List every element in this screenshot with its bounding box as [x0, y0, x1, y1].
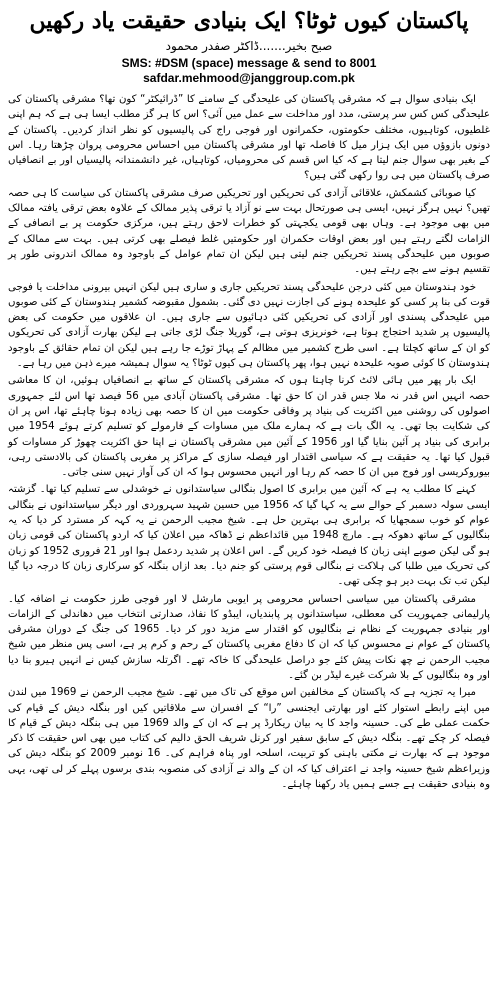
article-title: پاکستان کیوں ٹوٹا؟ ایک بنیادی حقیقت یاد رکھیں	[29, 8, 469, 34]
column-header	[0, 0, 498, 86]
sms-line: SMS: #DSM (space) message & send to 8001	[121, 56, 377, 70]
article-paragraph: کہنے کا مطلب یہ ہے کہ آئین میں برابری کا اصول بنگالی سیاستدانوں نے خوشدلی سے تسلیم کیا تھا۔ گزشتہ ایسی سولہ دسمبر کے حوالے سے یہ کہا گیا کہ 1956 میں حسین شہید سہروردی اور دیگر سیاستدانوں نے بنگالی عوام کو خوب سمجھایا کہ برابری ہی بہترین حل ہے۔ شیخ مجیب الرحمن نے یہ کہہ کر مسترد کر دیا کہ یہ بنگالیوں کے ساتھ دھوکہ ہے۔ مارچ 1948 میں قائداعظم نے ڈھاکہ میں اعلان کیا کہ اردو پاکستان کی قومی زبان ہو گی لیکن صوبے اپنی زبان کا فیصلہ خود کریں گے۔ اس اعلان پر شدید ردعمل ہوا اور 21 فروری 1952 کو زبان کی تحریک میں طلبا کی ہلاکت نے بنگالی قوم پرستی کو جنم دیا۔ بعد ازاں بنگلہ کو سرکاری زبان کا درجہ دیا گیا لیکن تب تک بہت دیر ہو چکی تھی۔	[8, 484, 490, 588]
article-paragraph: کیا صوبائی کشمکش، علاقائی آزادی کی تحریکیں اور تحریکیں صرف مشرقی پاکستان کی سیاست کا ہی حصہ تھیں؟ نہیں ہرگز نہیں، ایسی ہی صورتحال بہت سے نو آزاد یا ترقی پذیر ممالک کے علاوہ بعض ترقی یافتہ ممالک میں بھی موجود ہے۔ وہاں بھی قومی یکجہتی کو خطرات لاحق رہتے ہیں، مرکزی حکومت پر بے انصافی کے الزامات لگتے رہتے ہیں اور بعض اوقات حکمران اور حکومتیں غلط فیصلے بھی کرتی ہیں۔ بہت سے ممالک کے صوبوں میں علیحدگی پسند تحریکیں جنم لیتی ہیں لیکن ان تمام عوامل کے باوجود وہ ممالک اندرونی طور پر تقسیم ہونے سے بچے رہتے ہیں۔	[8, 187, 490, 276]
article-paragraph: ایک بنیادی سوال ہے کہ مشرقی پاکستان کی علیحدگی کے سامنے کا ”ڈرائیکٹر“ کون تھا؟ مشرقی پاکستان کی علیحدگی کس کس سر پرستی، مدد اور مداخلت سے عمل میں آئی؟ اس کا ہر گز مطلب ایسا ہی ہے کہ ہم اپنی غلطیوں، کوتاہیوں، مختلف حکومتوں، حکمرانوں اور فوجی راج کی پالیسیوں کو نظر انداز کردیں۔ پاکستان کے دونوں بازوؤں میں ایک ہزار میل کا فاصلہ تھا اور مشرقی پاکستان میں احساس محرومی پروان چڑھتا رہا۔ اس کے بغیر بھی سوال جنم لیتا ہے کہ کیا اس قسم کی محرومیاں، کوتاہیاں، غیر دانشمندانہ پالیسیاں اور بے انصافیاں صرف پاکستان میں ہی روا رکھی گئی ہیں؟	[8, 94, 490, 182]
article-paragraph: میرا یہ تجزیہ ہے کہ پاکستان کے مخالفین اس موقع کی تاک میں تھے۔ شیخ مجیب الرحمن نے 1969 میں لندن میں اپنے رابطے استوار کئے اور بھارتی ایجنسی ”را“ کے افسران سے ملاقاتیں کیں اور بنگلہ دیش کے قیام کی حکمت عملی طے کی۔ حسینہ واجد کا یہ بیان ریکارڈ پر ہے کہ ان کے والد 1969 میں ہی بنگلہ دیش کے قیام کا فیصلہ کر چکے تھے۔ بنگلہ دیش کے سابق سفیر اور کرنل شریف الحق دالیم کی کتاب میں بھی اس حقیقت کا ذکر موجود ہے کہ بھارت نے مکتی باہنی کو تربیت، اسلحہ اور پناہ فراہم کی۔ 16 نومبر 2009 کو بنگلہ دیش کی وزیراعظم شیخ حسینہ واجد نے اعتراف کیا کہ ان کے والد نے آزادی کی منصوبہ بندی برسوں پہلے کر لی تھی، یہی وہ بنیادی حقیقت ہے جسے ہمیں یاد رکھنا چاہئے۔	[8, 687, 490, 791]
article-body	[0, 92, 498, 792]
article-paragraph: مشرقی پاکستان میں سیاسی احساس محرومی پر ایوبی مارشل لا اور فوجی طرز حکومت نے اضافہ کیا۔ پارلیمانی جمہوریت کی معطلی، سیاستدانوں پر پابندیاں، ایبڈو کا نفاذ، صدارتی انتخاب میں دھاندلی کے الزامات اور بنیادی جمہوریت کے نظام نے بنگالیوں کو اقتدار سے مزید دور کر دیا۔ 1965 کی جنگ کے دوران مشرقی پاکستان کے عوام نے محسوس کیا کہ ان کا دفاع مغربی پاکستان کے رحم و کرم پر ہے، اسی پس منظر میں شیخ مجیب الرحمن نے چھ نکات پیش کئے جو دراصل علیحدگی کا خاکہ تھے۔ اگرتلہ سازش کیس نے انہیں ہیرو بنا دیا اور وہ بنگالیوں کے بلا شرکت غیرے لیڈر بن گئے۔	[8, 593, 490, 681]
article-paragraph: خود ہندوستان میں کئی درجن علیحدگی پسند تحریکیں جاری و ساری ہیں لیکن انہیں بیرونی مداخلت یا فوجی قوت کی بنا پر کسی کو علیحدہ ہونے کی اجازت نہیں دی گئی۔ بشمول مقبوضہ کشمیر ہندوستان کے کئی صوبوں میں علیحدگی پسندی اور آزادی کی تحریکیں کئی دہائیوں سے جاری ہیں۔ ان علاقوں میں حکومت کی بعض پالیسیوں پر شدید احتجاج ہوتا ہے، خونریزی ہوتی ہے، گوریلا جنگ لڑی جاتی ہے لیکن بھارت آزادی کی تحریکوں کو ان کے ساتھ کچلتا ہے۔ اسی طرح کشمیر میں مظالم کے پہاڑ توڑے جا رہے ہیں لیکن ان تمام حقائق کے باوجود ہندوستان کا کوئی صوبہ علیحدہ نہیں ہوا، پھر پاکستان ہی کیوں ٹوٹا؟ یہ سوال ہمیشہ میرے ذہن میں رہا ہے۔	[8, 281, 490, 370]
author-email[interactable]: safdar.mehmood@janggroup.com.pk	[143, 71, 355, 85]
author-byline: صبح بخیر.......ڈاکٹر صفدر محمود	[165, 39, 333, 53]
article-paragraph: ایک بار پھر میں ہائی لائٹ کرنا چاہتا ہوں کہ مشرقی پاکستان کے ساتھ بے انصافیاں ہوئیں، ان کا معاشی حصہ انہیں اس قدر نہ ملا جس قدر ان کا حق تھا۔ مشرقی پاکستان آبادی میں 56 فیصد تھا اس لئے جمہوری اصولوں کی روشنی میں اکثریت کی بنیاد پر وفاقی حکومت میں ان کا حصہ بھی زیادہ ہونا چاہئے تھا، اس پر ان کی شکایت بجا تھی۔ یہ الگ بات ہے کہ ہمارے ملک میں مساوات کے فارمولے کو تسلیم کرتے ہوئے 1954 میں برابری کی بنیاد پر آئین بنایا گیا اور 1956 کے آئین میں مشرقی پاکستان نے اپنا حق اکثریت چھوڑ کر مساوات کو قبول کیا تھا۔ یہ حقیقت ہے کہ سیاسی اقتدار اور فیصلہ سازی کے مراکز پر مغربی پاکستان کی بالادستی رہی، بیوروکریسی اور فوج میں ان کا حصہ کم رہا اور انہیں محسوس ہوا کہ ان کی آواز نہیں سنی جاتی۔	[8, 375, 491, 479]
